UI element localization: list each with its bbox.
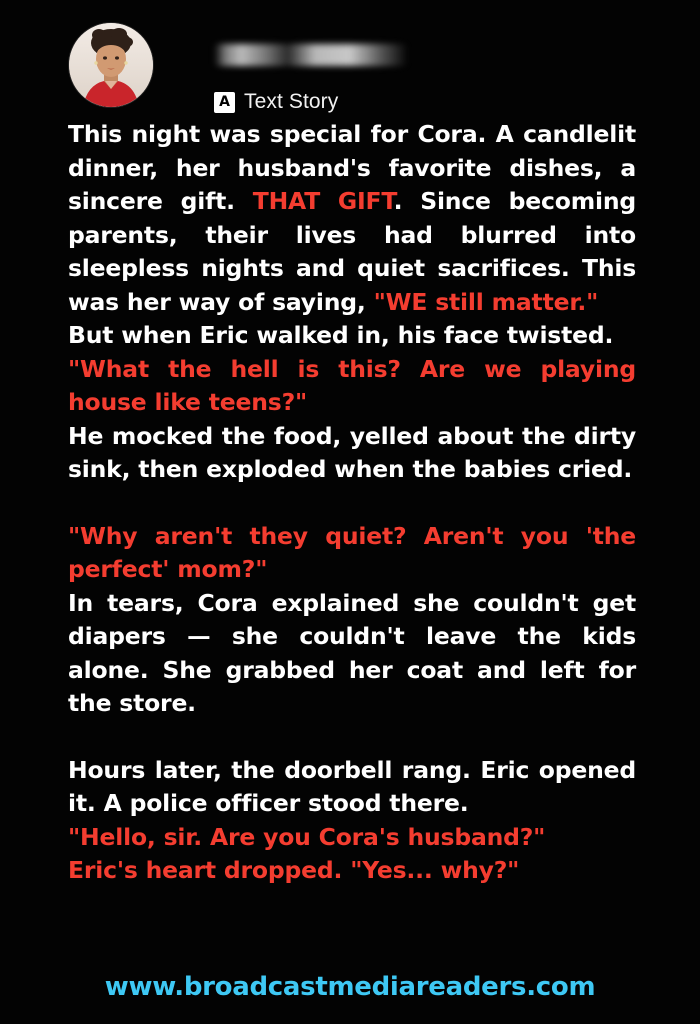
body-text: Hours later, the doorbell rang. Eric opened it. A police officer stood there.: [68, 755, 636, 817]
avatar[interactable]: [68, 22, 154, 108]
story-badge-icon: A: [214, 92, 235, 113]
body-text: He mocked the food, yelled about the dirty sink, then exploded when the babies cried.: [68, 421, 636, 483]
story-paragraph: [68, 821, 636, 855]
body-text: . Since becoming parents, their lives had blurred into sleepless nights and quiet sacrifices. This was her way of saying,: [68, 187, 636, 316]
website-link[interactable]: www.broadcastmediareaders.com: [104, 972, 596, 1002]
body-text: In tears, Cora explained she couldn't get diapers — she couldn't leave the kids alone. She grabbed her coat and left for the store.: [68, 588, 636, 717]
body-text: This night was special for Cora. A candlelit dinner, her husband's favorite dishes, a sincere gift.: [68, 120, 636, 215]
story-paragraph: [68, 854, 636, 888]
account-handle-redacted: [214, 44, 408, 66]
story-paragraph: [68, 420, 636, 487]
story-paragraph: [68, 319, 636, 353]
highlight-text: Eric's heart dropped. "Yes... why?": [68, 856, 520, 884]
body-text: But when Eric walked in, his face twisted.: [68, 321, 614, 349]
highlight-text: "Hello, sir. Are you Cora's husband?": [68, 822, 546, 851]
footer: [0, 972, 700, 1002]
story-type-row: [214, 90, 338, 114]
paragraph-spacer: [68, 487, 636, 520]
story-type-label: Text Story: [244, 90, 339, 113]
post-header: [0, 0, 700, 118]
highlight-text: "What the hell is this? Are we playing house like teens?": [68, 354, 636, 416]
story-paragraph: [68, 118, 636, 319]
story-paragraph: [68, 754, 636, 821]
highlight-text: THAT GIFT: [252, 187, 394, 215]
story-body: [0, 118, 700, 888]
highlight-text: "Why aren't they quiet? Aren't you 'the perfect' mom?": [68, 521, 636, 583]
story-paragraph: [68, 587, 636, 721]
highlight-text: "WE still matter.": [373, 287, 599, 316]
story-paragraph: [68, 520, 636, 587]
paragraph-spacer: [68, 721, 636, 754]
avatar-portrait-icon: [69, 23, 153, 107]
story-paragraph: [68, 353, 636, 420]
